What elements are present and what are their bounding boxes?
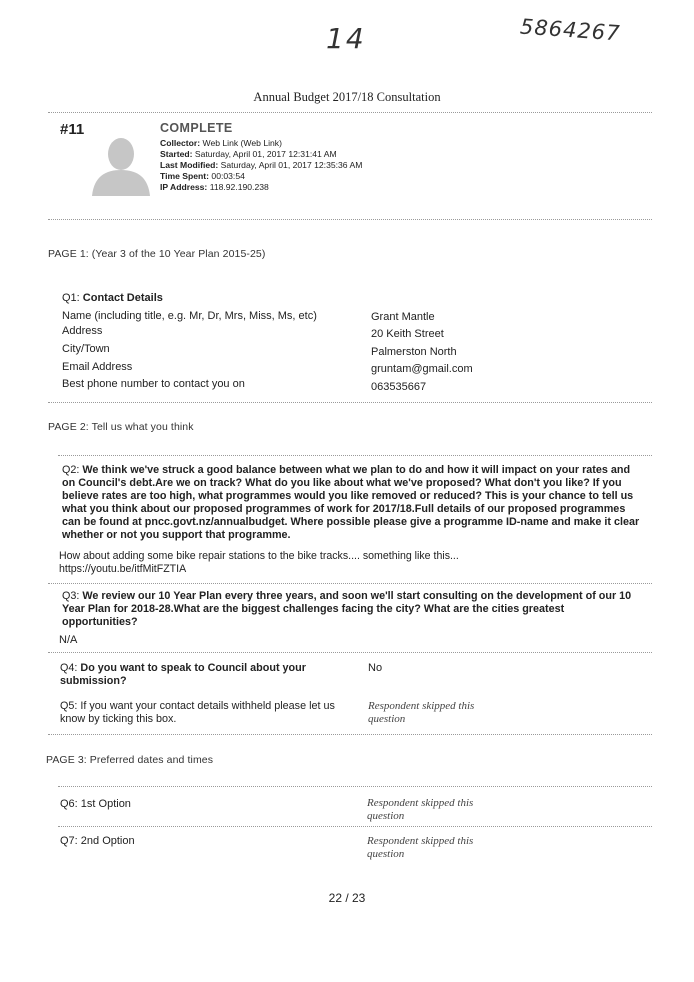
page1-heading: PAGE 1: (Year 3 of the 10 Year Plan 2015-25)	[48, 248, 266, 260]
divider	[58, 826, 652, 827]
q4-answer: No	[368, 662, 383, 674]
divider	[48, 652, 652, 653]
q1-field-address-label: Address	[62, 325, 103, 337]
meta-collector-value: Web Link (Web Link)	[202, 138, 282, 148]
q3-text: We review our 10 Year Plan every three years, and soon we'll start consulting on the development of our 10 Year Plan for 2018-28.What are the biggest challenges facing the city? What are the cities greatest opportunities?	[62, 590, 632, 628]
q3-answer: N/A	[59, 634, 78, 646]
q2-answer-line-2: https://youtu.be/itfMitFZTIA	[59, 563, 187, 575]
meta-ip-address	[160, 182, 362, 193]
q1-number: Q1:	[62, 292, 80, 304]
q5-question	[60, 700, 350, 726]
q7-answer: Respondent skipped this question	[367, 835, 474, 860]
meta-time-value: 00:03:54	[211, 171, 245, 181]
q1-field-city-label: City/Town	[62, 343, 110, 355]
avatar	[88, 134, 154, 196]
meta-started-label: Started:	[160, 149, 193, 159]
meta-ip-label: IP Address:	[160, 182, 208, 192]
q1-field-name-label: Name (including title, e.g. Mr, Dr, Mrs, Miss, Ms, etc)	[62, 310, 317, 322]
q5-answer: Respondent skipped this question	[368, 700, 475, 725]
q2-answer-line-1: How about adding some bike repair stations to the bike tracks.... something like this...	[59, 550, 459, 562]
q1-field-city-value: Palmerston North	[371, 346, 457, 358]
q4-number: Q4:	[60, 662, 78, 674]
q3-number: Q3:	[62, 590, 80, 602]
q5-number: Q5:	[60, 700, 78, 712]
q6-label: Q6: 1st Option	[60, 798, 131, 810]
meta-modified-label: Last Modified:	[160, 160, 219, 170]
divider	[58, 455, 652, 456]
meta-time-label: Time Spent:	[160, 171, 210, 181]
q2-number: Q2:	[62, 464, 80, 476]
q1-title-text: Contact Details	[82, 292, 163, 304]
q1-title	[62, 292, 163, 304]
q7-label: Q7: 2nd Option	[60, 835, 135, 847]
meta-started	[160, 149, 362, 160]
q6-answer: Respondent skipped this question	[367, 797, 474, 822]
q4-question	[60, 662, 330, 688]
meta-collector	[160, 138, 362, 149]
q1-field-address-value: 20 Keith Street	[371, 328, 444, 340]
document-title: Annual Budget 2017/18 Consultation	[253, 90, 441, 104]
q1-field-email-value: gruntam@gmail.com	[371, 363, 473, 375]
divider	[48, 734, 652, 735]
meta-collector-label: Collector:	[160, 138, 201, 148]
handwritten-page-mark: 14	[326, 22, 366, 55]
page-number: 22 / 23	[328, 891, 366, 905]
q1-field-phone-value: 063535667	[371, 381, 427, 393]
divider	[48, 219, 652, 220]
meta-modified	[160, 160, 362, 171]
q5-text: If you want your contact details withheld please let us know by ticking this box.	[60, 700, 335, 725]
q4-text: Do you want to speak to Council about your submission?	[60, 662, 306, 687]
meta-modified-value: Saturday, April 01, 2017 12:35:36 AM	[220, 160, 363, 170]
page3-heading: PAGE 3: Preferred dates and times	[46, 754, 214, 766]
q2-text: We think we've struck a good balance between what we plan to do and how it will impact on your rates and on Council's debt.Are we on track? What do you like about what we've proposed? What don't you like? If you believe rates are too high, what programmes would you like removed or reduced? This is your chance to tell us what you think about our proposed programmes of work for 2017/18.Full details of our proposed programmes can be found at pncc.govt.nz/annualbudget. Where possible please give a programme ID-name and make it clear whether or not you support that programme.	[62, 464, 640, 541]
response-status: COMPLETE	[160, 121, 233, 135]
divider	[58, 786, 652, 787]
user-silhouette-icon	[88, 134, 154, 196]
meta-time-spent	[160, 171, 362, 182]
response-id: #11	[60, 121, 85, 138]
handwritten-reference-number: 5864267	[519, 14, 622, 46]
q1-field-email-label: Email Address	[62, 361, 133, 373]
q1-field-phone-label: Best phone number to contact you on	[62, 378, 245, 390]
divider	[48, 112, 652, 113]
divider	[48, 402, 652, 403]
meta-ip-value: 118.92.190.238	[209, 182, 269, 192]
q2-question	[62, 464, 644, 542]
response-meta	[160, 138, 362, 193]
meta-started-value: Saturday, April 01, 2017 12:31:41 AM	[194, 149, 337, 159]
page2-heading: PAGE 2: Tell us what you think	[48, 421, 194, 433]
q1-field-name-value: Grant Mantle	[371, 311, 435, 323]
divider	[48, 583, 652, 584]
q3-question	[62, 590, 642, 629]
